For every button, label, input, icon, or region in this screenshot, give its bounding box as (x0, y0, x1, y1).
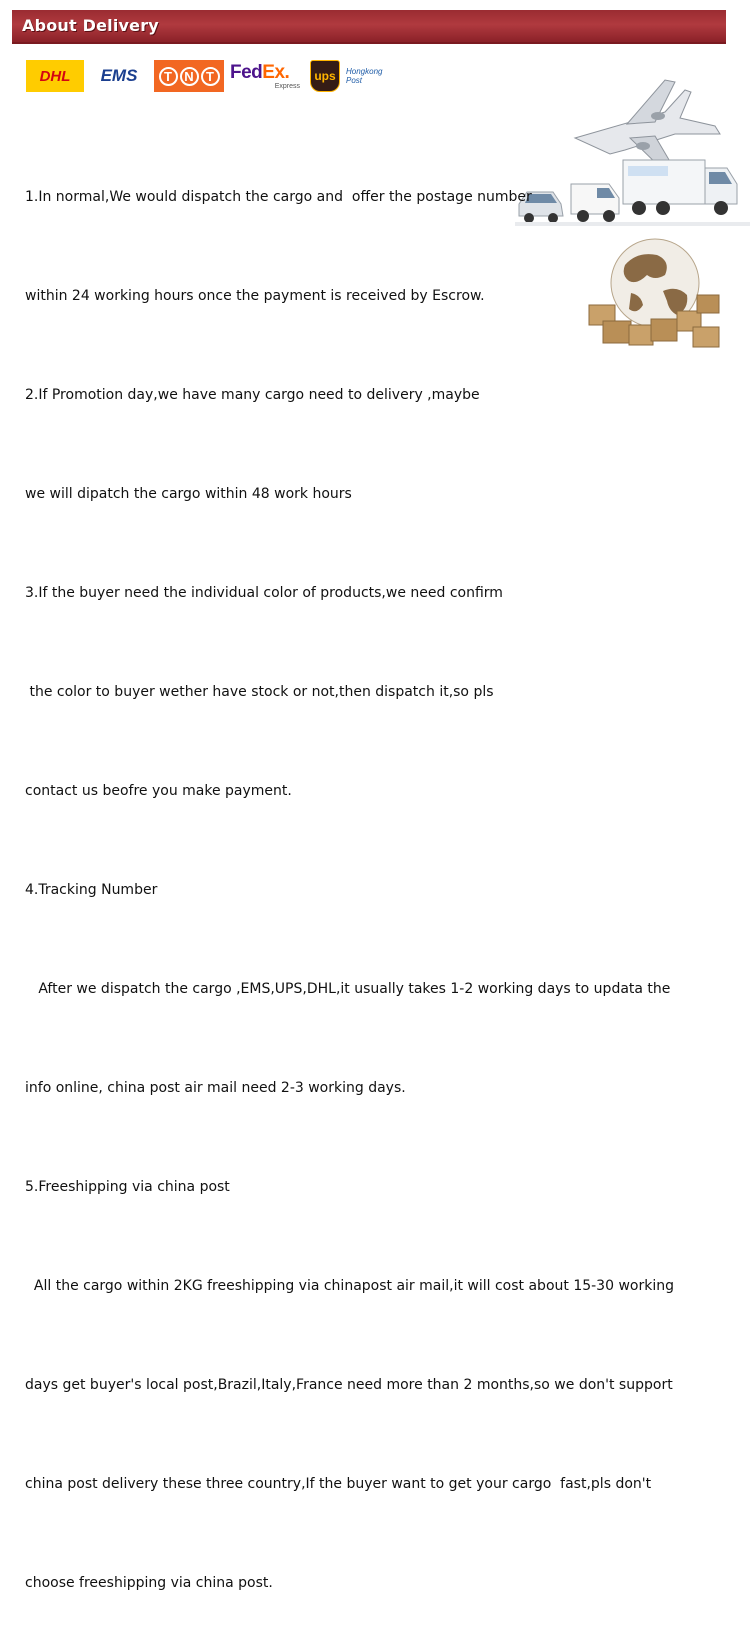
text-line: info online, china post air mail need 2-3 working days. (25, 1080, 406, 1096)
text-line: we will dipatch the cargo within 48 work hours (25, 486, 352, 502)
fedex-express-text: Express (274, 82, 300, 90)
fedex-wordmark (230, 63, 289, 82)
carrier-logos (26, 58, 394, 94)
text-line: 5.Freeshipping via china post (25, 1179, 230, 1195)
text-line: 4.Tracking Number (25, 882, 158, 898)
ups-logo-text: ups (314, 69, 336, 83)
text-line: china post delivery these three country,If the buyer want to get your cargo fast,pls don't (25, 1476, 652, 1492)
tnt-letter: N (180, 67, 199, 86)
tnt-logo (154, 60, 224, 92)
dhl-logo (26, 60, 84, 92)
text-line: days get buyer's local post,Brazil,Italy,France need more than 2 months,so we don't support (25, 1377, 673, 1393)
text-line: within 24 working hours once the payment is received by Escrow. (25, 288, 485, 304)
ems-logo (90, 60, 148, 92)
ems-logo-text: EMS (100, 66, 138, 85)
text-line: After we dispatch the cargo ,EMS,UPS,DHL,it usually takes 1-2 working days to updata the (25, 981, 671, 997)
text-line: 1.In normal,We would dispatch the cargo and offer the postage number (25, 189, 532, 205)
tnt-letter: T (201, 67, 220, 86)
text-line: 3.If the buyer need the individual color of products,we need confirm (25, 585, 503, 601)
fedex-fe-text: Fed (230, 61, 263, 83)
ups-logo (310, 60, 340, 92)
dhl-logo-text: DHL (39, 67, 71, 85)
section-header-banner (12, 10, 726, 44)
tnt-letter: T (159, 67, 178, 86)
text-line: the color to buyer wether have stock or not,then dispatch it,so pls (25, 684, 494, 700)
hongkong-post-logo (346, 60, 388, 92)
text-line: 2.If Promotion day,we have many cargo need to delivery ,maybe (25, 387, 480, 403)
delivery-terms-text (25, 115, 674, 1633)
hongkong-post-text: Hongkong Post (346, 67, 383, 85)
fedex-logo (230, 60, 304, 92)
text-line: All the cargo within 2KG freeshipping via chinapost air mail,it will cost about 15-30 working (25, 1278, 674, 1294)
text-line: contact us beofre you make payment. (25, 783, 292, 799)
fedex-ex-text: Ex. (262, 61, 290, 83)
section-title: About Delivery (22, 16, 159, 35)
text-line: choose freeshipping via china post. (25, 1575, 273, 1591)
